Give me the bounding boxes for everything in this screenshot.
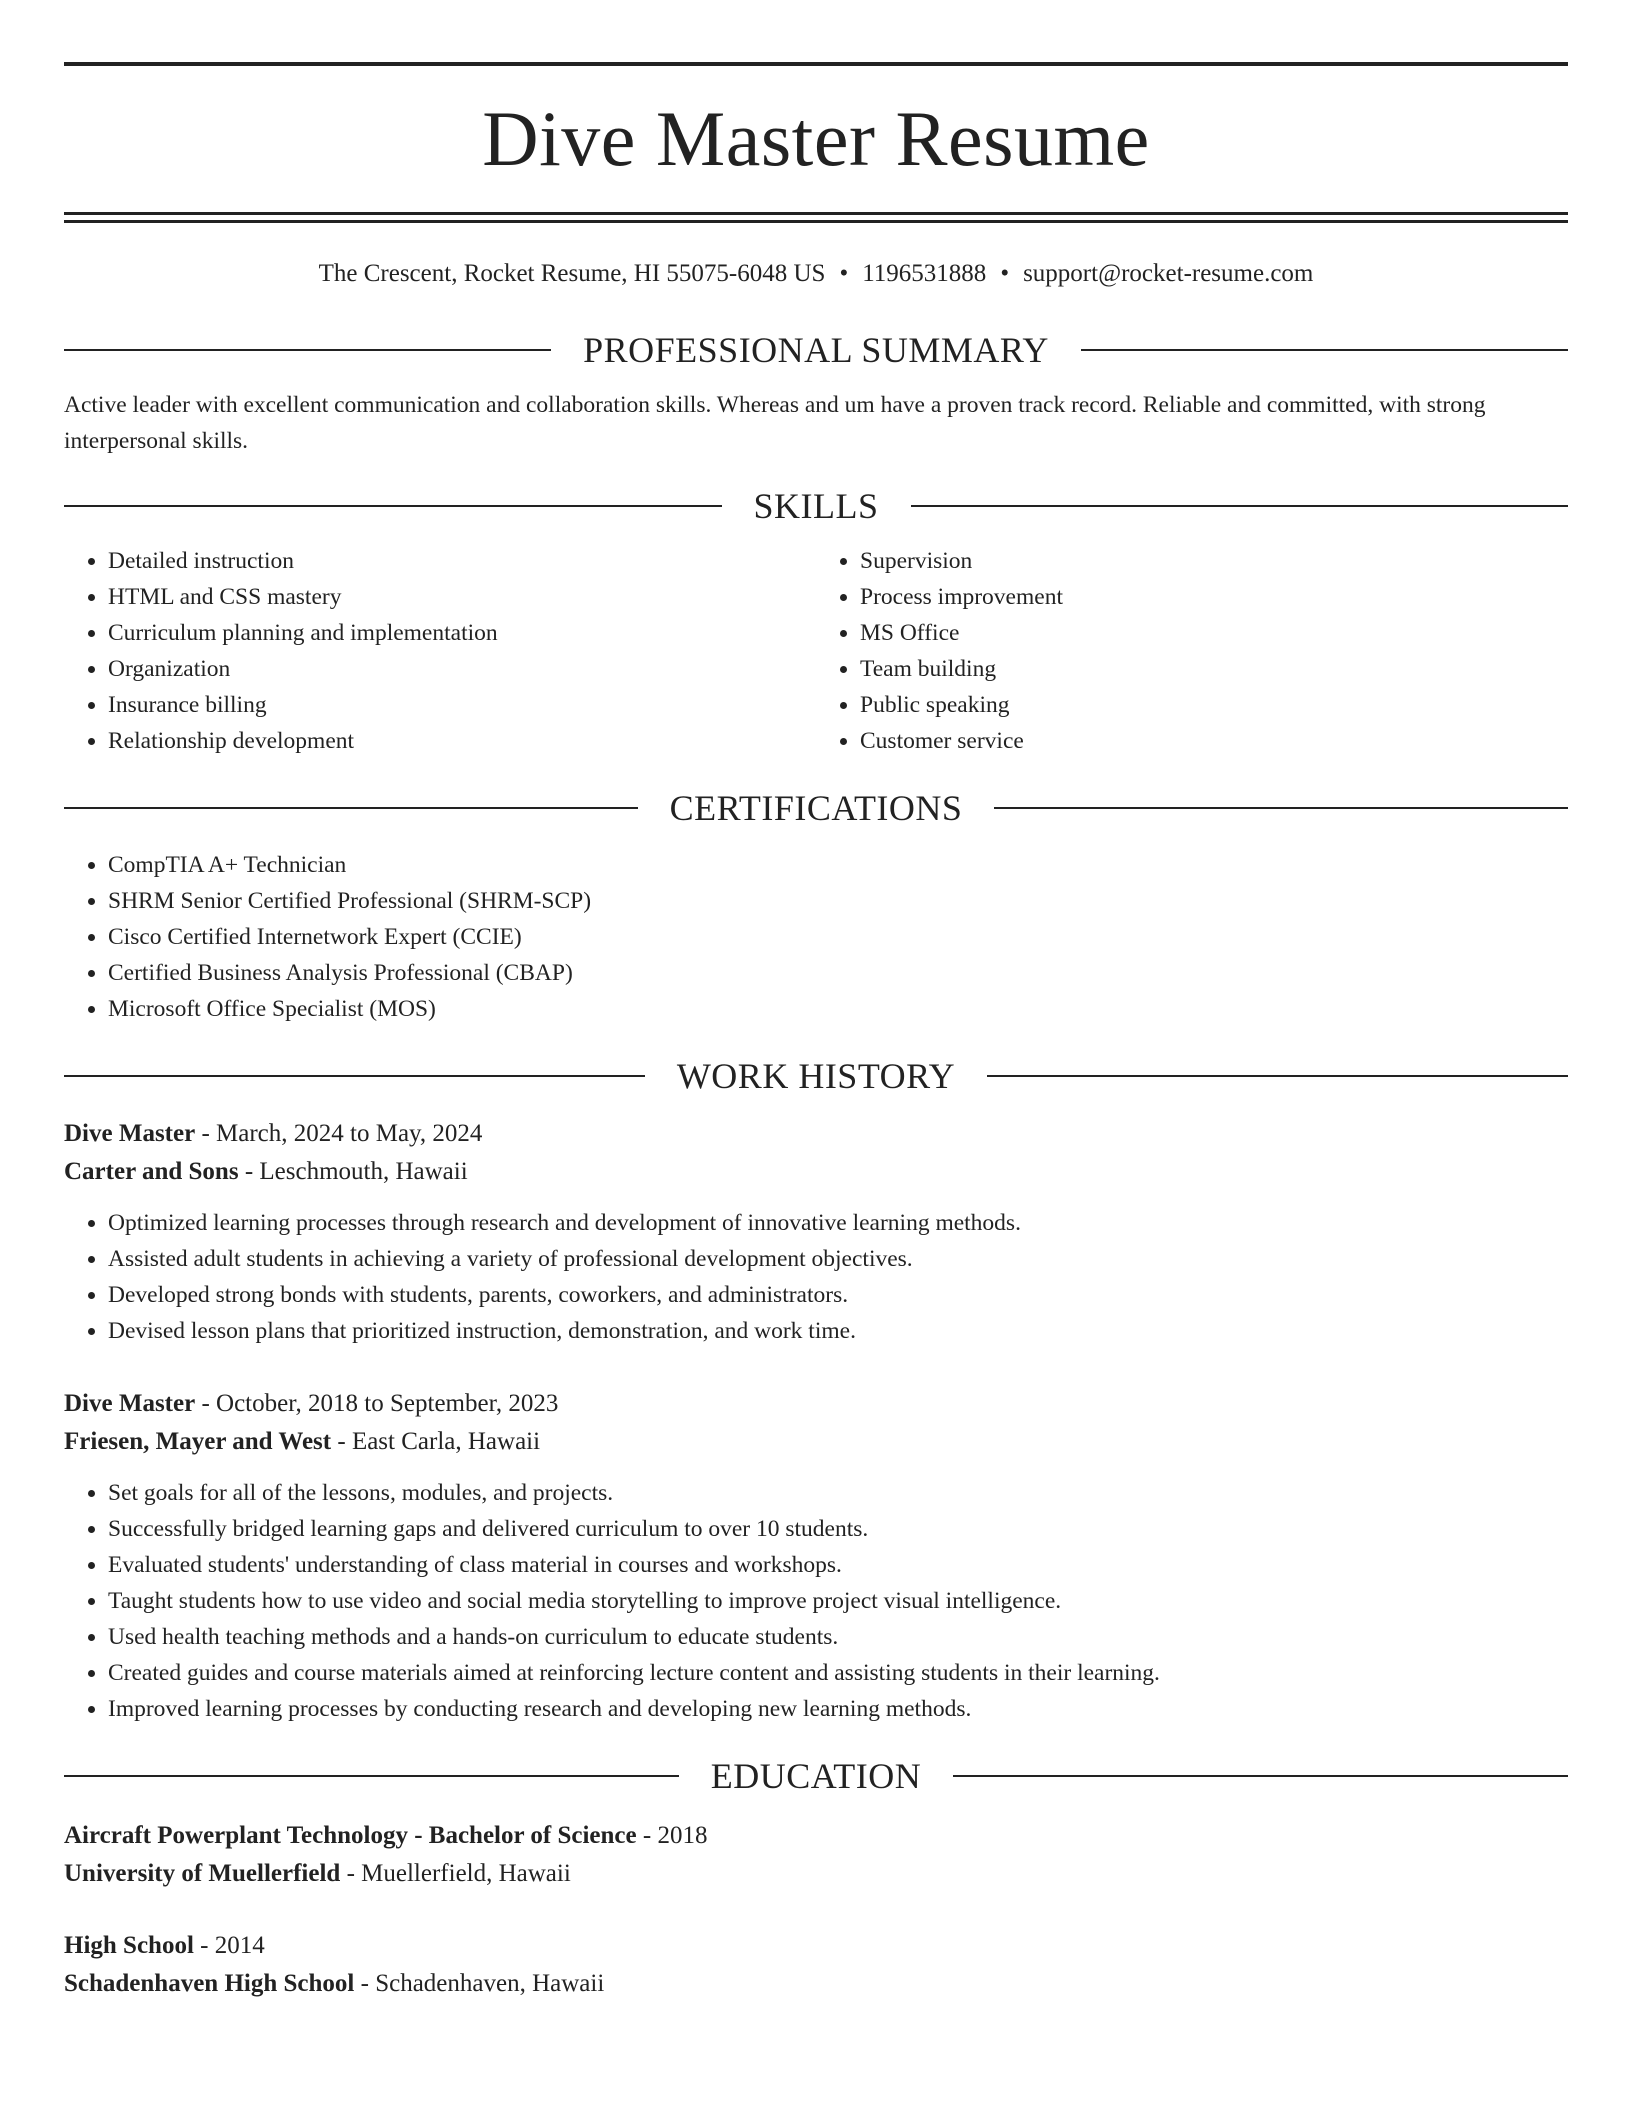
education-year: 2014: [214, 1932, 265, 1959]
contact-phone: 1196531888: [862, 260, 987, 287]
job-entry: [64, 1385, 1568, 1727]
education-list: [64, 1817, 1568, 2003]
section-title-certifications: CERTIFICATIONS: [669, 788, 963, 828]
job-bullet: • Optimized learning processes through research and development of innovative learning methods.: [108, 1205, 1568, 1241]
section-header-summary: [64, 325, 1568, 375]
job-entry: [64, 1115, 1568, 1349]
work-history-list: [64, 1115, 1568, 1727]
job-title-line: Dive Master - March, 2024 to May, 2024: [64, 1120, 483, 1147]
section-header-work-history: [64, 1051, 1568, 1101]
education-school: Schadenhaven High School: [64, 1970, 355, 1997]
divider: [64, 1075, 645, 1077]
skills-column-right: [816, 543, 1568, 759]
education-location: Muellerfield, Hawaii: [361, 1860, 571, 1887]
job-company: Friesen, Mayer and West: [64, 1428, 332, 1455]
job-title-line: Dive Master - October, 2018 to September, 2023: [64, 1390, 559, 1417]
section-title-education: EDUCATION: [710, 1756, 922, 1796]
divider: [64, 505, 722, 507]
education-school: University of Muellerfield: [64, 1860, 341, 1887]
contact-separator: •: [1000, 260, 1010, 287]
education-degree: High School: [64, 1932, 194, 1959]
resume-title: Dive Master Resume: [482, 95, 1150, 182]
skill-item: • Relationship development: [108, 723, 816, 759]
divider: [64, 1775, 679, 1777]
skill-item: • Team building: [860, 651, 1568, 687]
skill-item: • Curriculum planning and implementation: [108, 615, 816, 651]
job-dates: October, 2018 to September, 2023: [216, 1390, 559, 1417]
education-degree-line: High School - 2014: [64, 1932, 265, 1959]
job-dates: March, 2024 to May, 2024: [216, 1120, 483, 1147]
education-school-line: University of Muellerfield - Muellerfield, Hawaii: [64, 1860, 571, 1887]
section-title-skills: SKILLS: [753, 486, 879, 526]
divider: [994, 807, 1568, 809]
job-bullets: [64, 1205, 1568, 1349]
certification-item: • CompTIA A+ Technician: [108, 847, 1568, 883]
job-bullet: • Devised lesson plans that prioritized instruction, demonstration, and work time.: [108, 1313, 1568, 1349]
section-title-summary: PROFESSIONAL SUMMARY: [583, 330, 1049, 370]
job-company: Carter and Sons: [64, 1158, 239, 1185]
education-entry: [64, 1927, 1568, 2003]
skill-item: • Supervision: [860, 543, 1568, 579]
skills-column-left: [64, 543, 816, 759]
top-rule: [64, 62, 1568, 66]
resume-page: [64, 62, 1568, 2003]
section-header-certifications: [64, 783, 1568, 833]
skill-item: • Public speaking: [860, 687, 1568, 723]
skill-item: • Organization: [108, 651, 816, 687]
skills-list: [64, 543, 1568, 759]
education-entry: [64, 1817, 1568, 1893]
divider: [953, 1775, 1568, 1777]
skill-item: • MS Office: [860, 615, 1568, 651]
section-title-work-history: WORK HISTORY: [676, 1056, 956, 1096]
divider: [987, 1075, 1568, 1077]
job-location: Leschmouth, Hawaii: [259, 1158, 468, 1185]
certification-item: • SHRM Senior Certified Professional (SHRM-SCP): [108, 883, 1568, 919]
divider: [64, 349, 551, 351]
divider: [64, 807, 638, 809]
section-header-education: [64, 1751, 1568, 1801]
skill-item: • Process improvement: [860, 579, 1568, 615]
skill-item: • Insurance billing: [108, 687, 816, 723]
job-bullet: • Set goals for all of the lessons, modules, and projects.: [108, 1475, 1568, 1511]
skill-item: • Customer service: [860, 723, 1568, 759]
summary-text: Active leader with excellent communication and collaboration skills. Whereas and um have a proven track record. Reliable and committed, with strong interpersonal skills.: [64, 392, 1486, 454]
skill-item: • HTML and CSS mastery: [108, 579, 816, 615]
job-company-line: Carter and Sons - Leschmouth, Hawaii: [64, 1158, 468, 1185]
certifications-list: [64, 847, 1568, 1027]
certification-item: • Cisco Certified Internetwork Expert (CCIE): [108, 919, 1568, 955]
job-bullet: • Improved learning processes by conducting research and developing new learning methods.: [108, 1691, 1568, 1727]
section-header-skills: [64, 481, 1568, 531]
certification-item: • Microsoft Office Specialist (MOS): [108, 991, 1568, 1027]
contact-line: [64, 259, 1568, 289]
education-degree-line: Aircraft Powerplant Technology - Bachelor of Science - 2018: [64, 1822, 708, 1849]
job-bullet: • Successfully bridged learning gaps and delivered curriculum to over 10 students.: [108, 1511, 1568, 1547]
job-bullet: • Taught students how to use video and social media storytelling to improve project visual intelligence.: [108, 1583, 1568, 1619]
job-bullet: • Assisted adult students in achieving a variety of professional development objectives.: [108, 1241, 1568, 1277]
contact-email: support@rocket-resume.com: [1023, 260, 1314, 287]
job-bullet: • Created guides and course materials aimed at reinforcing lecture content and assisting students in their learning.: [108, 1655, 1568, 1691]
certification-item: • Certified Business Analysis Professional (CBAP): [108, 955, 1568, 991]
job-location: East Carla, Hawaii: [351, 1428, 541, 1455]
skill-item: • Detailed instruction: [108, 543, 816, 579]
divider: [1081, 349, 1568, 351]
education-school-line: Schadenhaven High School - Schadenhaven, Hawaii: [64, 1970, 605, 1997]
job-bullet: • Evaluated students' understanding of class material in courses and workshops.: [108, 1547, 1568, 1583]
job-bullet: • Used health teaching methods and a hands-on curriculum to educate students.: [108, 1619, 1568, 1655]
job-bullet: • Developed strong bonds with students, parents, coworkers, and administrators.: [108, 1277, 1568, 1313]
job-title: Dive Master: [64, 1390, 196, 1417]
job-bullets: [64, 1475, 1568, 1727]
contact-separator: •: [839, 260, 849, 287]
education-location: Schadenhaven, Hawaii: [375, 1970, 605, 1997]
job-title: Dive Master: [64, 1120, 196, 1147]
job-company-line: Friesen, Mayer and West - East Carla, Hawaii: [64, 1428, 541, 1455]
divider: [911, 505, 1569, 507]
education-degree: Aircraft Powerplant Technology - Bachelor of Science: [64, 1822, 637, 1849]
contact-address: The Crescent, Rocket Resume, HI 55075-6048 US: [318, 260, 826, 287]
education-year: 2018: [657, 1822, 708, 1849]
title-double-rule: [64, 212, 1568, 223]
